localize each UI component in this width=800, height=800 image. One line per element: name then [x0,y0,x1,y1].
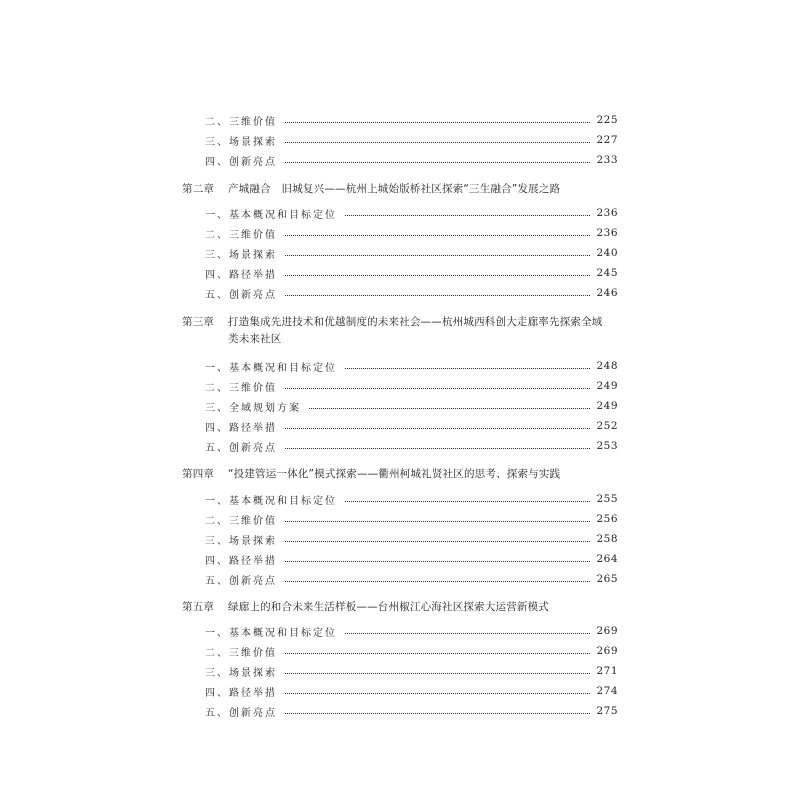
chapter-title: 绿廊上的和合未来生活样板——台州椒江心海社区探索大运营新模式 [228,601,549,613]
toc-entry[interactable] [205,112,618,128]
toc-entry[interactable] [205,418,618,434]
dot-leader [285,521,590,522]
toc-entry[interactable] [205,643,618,659]
dot-leader [285,162,590,163]
toc-entry[interactable] [205,571,618,587]
dot-leader [285,673,590,674]
entry-label: 五、创新亮点 [205,575,277,587]
dot-leader [285,693,590,694]
entry-label: 二、三维价值 [205,382,277,394]
toc-entry[interactable] [205,623,618,639]
chapter-number: 第三章 [182,316,215,328]
toc-entry[interactable] [205,245,618,261]
dot-leader [345,215,590,216]
chapter-heading[interactable] [182,314,632,348]
dot-leader [285,255,590,256]
dot-leader [285,388,590,389]
entry-page: 233 [596,154,618,166]
entry-label: 四、路径举措 [205,555,277,567]
chapter-number: 第四章 [182,468,215,480]
entry-page: 255 [596,493,618,505]
dot-leader [285,448,590,449]
entry-page: 227 [596,134,618,146]
entry-page: 256 [596,513,618,525]
dot-leader [285,275,590,276]
toc-entry[interactable] [205,511,618,527]
dot-leader [285,428,590,429]
entry-page: 269 [596,645,618,657]
dot-leader [285,581,590,582]
entry-label: 二、三维价值 [205,116,277,128]
entry-page: 236 [596,207,618,219]
chapter-title-continued: 类未来社区 [228,333,282,345]
toc-entry[interactable] [205,663,618,679]
dot-leader [309,408,590,409]
chapter-heading[interactable] [182,466,632,483]
entry-label: 一、基本概况和目标定位 [205,362,337,374]
entry-page: 246 [596,287,618,299]
chapter-number: 第二章 [182,183,215,195]
entry-page: 269 [596,625,618,637]
toc-entry[interactable] [205,225,618,241]
toc-entry[interactable] [205,285,618,301]
dot-leader [285,653,590,654]
entry-label: 三、场景探索 [205,667,277,679]
entry-label: 三、场景探索 [205,249,277,261]
dot-leader [285,235,590,236]
entry-label: 三、场景探索 [205,535,277,547]
toc-entry[interactable] [205,152,618,168]
entry-page: 245 [596,267,618,279]
entry-label: 四、路径举措 [205,687,277,699]
dot-leader [285,713,590,714]
dot-leader [345,368,590,369]
chapter-number: 第五章 [182,601,215,613]
entry-page: 240 [596,247,618,259]
entry-label: 四、路径举措 [205,422,277,434]
toc-entry[interactable] [205,491,618,507]
entry-page: 252 [596,420,618,432]
entry-page: 271 [596,665,618,677]
dot-leader [345,501,590,502]
chapter-title: 打造集成先进技术和优越制度的未来社会——杭州城西科创大走廊率先探索全域 [228,316,603,328]
toc-entry[interactable] [205,683,618,699]
entry-label: 五、创新亮点 [205,707,277,719]
entry-label: 四、创新亮点 [205,156,277,168]
entry-page: 249 [596,400,618,412]
entry-label: 三、全域规划方案 [205,402,301,414]
entry-label: 一、基本概况和目标定位 [205,495,337,507]
entry-label: 五、创新亮点 [205,442,277,454]
entry-page: 274 [596,685,618,697]
toc-entry[interactable] [205,398,618,414]
toc-entry[interactable] [205,132,618,148]
toc-entry[interactable] [205,438,618,454]
dot-leader [285,142,590,143]
entry-page: 249 [596,380,618,392]
entry-page: 248 [596,360,618,372]
entry-page: 225 [596,114,618,126]
entry-label: 五、创新亮点 [205,289,277,301]
toc-entry[interactable] [205,358,618,374]
toc-entry[interactable] [205,531,618,547]
toc-entry[interactable] [205,378,618,394]
entry-label: 二、三维价值 [205,229,277,241]
dot-leader [285,295,590,296]
toc-entry[interactable] [205,551,618,567]
entry-label: 一、基本概况和目标定位 [205,627,337,639]
toc-entry[interactable] [205,703,618,719]
entry-page: 253 [596,440,618,452]
dot-leader [285,561,590,562]
chapter-title: 产城融合 旧城复兴——杭州上城始版桥社区探索“三生融合”发展之路 [228,183,561,195]
entry-label: 二、三维价值 [205,647,277,659]
chapter-title: “投建管运一体化”模式探索——衢州柯城礼贤社区的思考、探索与实践 [228,468,561,480]
entry-page: 264 [596,553,618,565]
chapter-heading[interactable] [182,599,632,616]
chapter-heading[interactable] [182,181,632,198]
dot-leader [345,633,590,634]
entry-label: 三、场景探索 [205,136,277,148]
entry-label: 一、基本概况和目标定位 [205,209,337,221]
entry-page: 275 [596,705,618,717]
entry-page: 265 [596,573,618,585]
entry-label: 四、路径举措 [205,269,277,281]
dot-leader [285,122,590,123]
dot-leader [285,541,590,542]
toc-entry[interactable] [205,205,618,221]
entry-page: 258 [596,533,618,545]
entry-label: 二、三维价值 [205,515,277,527]
entry-page: 236 [596,227,618,239]
toc-entry[interactable] [205,265,618,281]
